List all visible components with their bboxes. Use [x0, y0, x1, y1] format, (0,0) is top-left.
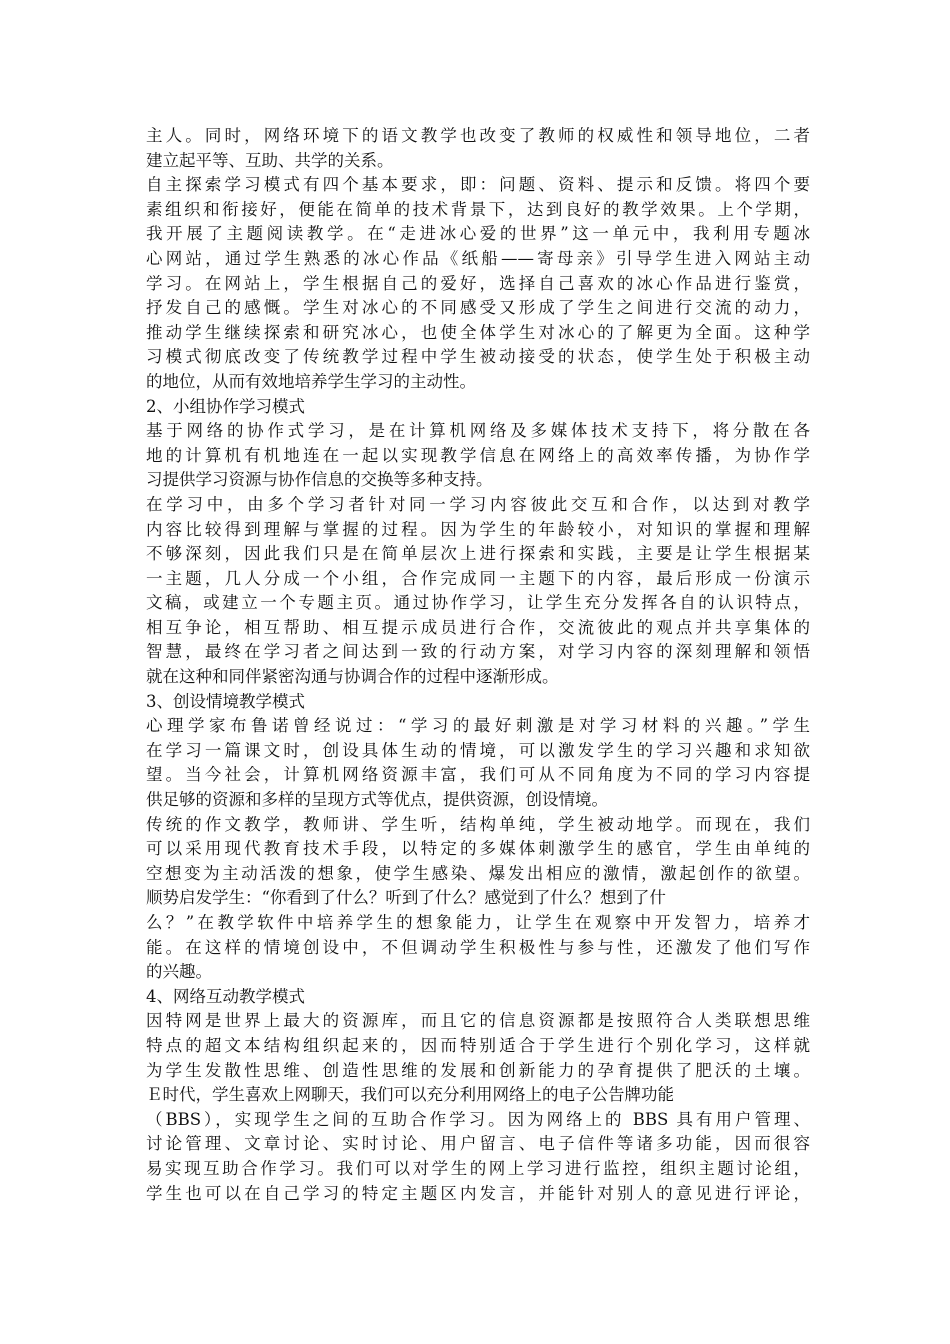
- text-line: 习提供学习资源与协作信息的交换等多种支持。: [146, 470, 493, 490]
- text-line: 的地位，从而有效地培养学生学习的主动性。: [146, 371, 476, 391]
- text-line: 建立起平等、互助、共学的关系。: [146, 150, 394, 170]
- text-line: 2、小组协作学习模式: [146, 396, 305, 416]
- text-line: 心理学家布鲁诺曾经说过：“学习的最好刺激是对学习材料的兴趣。”学生: [146, 716, 810, 736]
- document-body: [146, 124, 810, 1206]
- text-line: 能。在这样的情境创设中，不但调动学生积极性与参与性，还激发了他们写作: [146, 937, 810, 957]
- text-line: 内容比较得到理解与掌握的过程。因为学生的年龄较小，对知识的掌握和理解: [146, 519, 810, 539]
- text-line: Ｅ时代，学生喜欢上网聊天，我们可以充分利用网络上的电子公告牌功能: [146, 1085, 674, 1105]
- text-line: 的兴趣。: [146, 962, 212, 982]
- text-line: 一主题，几人分成一个小组，合作完成同一主题下的内容，最后形成一份演示: [146, 568, 810, 588]
- text-line: 地的计算机有机地连在一起以实现教学信息在网络上的高效率传播，为协作学: [146, 445, 810, 465]
- text-line: 特点的超文本结构组织起来的，因而特别适合于学生进行个别化学习，这样就: [146, 1035, 810, 1055]
- text-line: 智慧，最终在学习者之间达到一致的行动方案，对学习内容的深刻理解和领悟: [146, 642, 810, 662]
- text-line: 为学生发散性思维、创造性思维的发展和创新能力的孕育提供了肥沃的土壤。: [146, 1060, 810, 1080]
- text-line: 习模式彻底改变了传统教学过程中学生被动接受的状态，使学生处于积极主动: [146, 347, 810, 367]
- text-line: 3、创设情境教学模式: [146, 691, 305, 711]
- text-line: 基于网络的协作式学习，是在计算机网络及多媒体技术支持下，将分散在各: [146, 421, 810, 441]
- text-line: 我开展了主题阅读教学。在“走进冰心爱的世界”这一单元中，我利用专题冰: [146, 224, 810, 244]
- text-line: 可以采用现代教育技术手段，以特定的多媒体刺激学生的感官，学生由单纯的: [146, 839, 810, 859]
- text-line: 顺势启发学生：“你看到了什么？听到了什么？感觉到了什么？想到了什: [146, 888, 666, 908]
- text-line: 推动学生继续探索和研究冰心，也使全体学生对冰心的了解更为全面。这种学: [146, 322, 810, 342]
- text-line: 空想变为主动活泼的想象，使学生感染、爆发出相应的激情，激起创作的欲望。: [146, 863, 810, 883]
- text-line: 在学习中，由多个学习者针对同一学习内容彼此交互和合作，以达到对教学: [146, 494, 810, 514]
- text-line: 么？”在教学软件中培养学生的想象能力，让学生在观察中开发智力，培养才: [146, 913, 810, 932]
- text-line: 就在这种和同伴紧密沟通与协调合作的过程中逐渐形成。: [146, 667, 559, 687]
- text-line: 传统的作文教学，教师讲、学生听，结构单纯，学生被动地学。而现在，我们: [146, 814, 810, 834]
- text-line: 自主探索学习模式有四个基本要求，即：问题、资料、提示和反馈。将四个要: [146, 175, 810, 195]
- text-line: 不够深刻，因此我们只是在简单层次上进行探索和实践，主要是让学生根据某: [146, 544, 810, 564]
- text-line: 讨论管理、文章讨论、实时讨论、用户留言、电子信件等诸多功能，因而很容: [146, 1134, 810, 1154]
- text-line: 学习。在网站上，学生根据自己的爱好，选择自己喜欢的冰心作品进行鉴赏，: [146, 273, 810, 293]
- text-line: 学生也可以在自己学习的特定主题区内发言，并能针对别人的意见进行评论，: [146, 1183, 810, 1203]
- text-line: 心网站，通过学生熟悉的冰心作品《纸船——寄母亲》引导学生进入网站主动: [146, 248, 810, 268]
- text-line: 主人。同时，网络环境下的语文教学也改变了教师的权威性和领导地位，二者: [146, 126, 810, 145]
- text-line: 素组织和衔接好，便能在简单的技术背景下，达到良好的教学效果。上个学期，: [146, 199, 810, 219]
- text-line: 抒发自己的感慨。学生对冰心的不同感受又形成了学生之间进行交流的动力，: [146, 298, 810, 318]
- text-line: 4、网络互动教学模式: [146, 986, 305, 1006]
- text-line: 供足够的资源和多样的呈现方式等优点，提供资源，创设情境。: [146, 790, 608, 810]
- text-line: 相互争论，相互帮助、相互提示成员进行合作，交流彼此的观点并共享集体的: [146, 617, 810, 637]
- text-line: 望。当今社会，计算机网络资源丰富，我们可从不同角度为不同的学习内容提: [146, 765, 810, 785]
- text-line: 因特网是世界上最大的资源库，而且它的信息资源都是按照符合人类联想思维: [146, 1011, 810, 1031]
- text-line: （BBS），实现学生之间的互助合作学习。因为网络上的 BBS 具有用户管理、: [146, 1109, 810, 1129]
- text-line: 在学习一篇课文时，创设具体生动的情境，可以激发学生的学习兴趣和求知欲: [146, 740, 810, 760]
- text-line: 易实现互助合作学习。我们可以对学生的网上学习进行监控，组织主题讨论组，: [146, 1158, 810, 1178]
- text-line: 文稿，或建立一个专题主页。通过协作学习，让学生充分发挥各自的认识特点，: [146, 593, 810, 613]
